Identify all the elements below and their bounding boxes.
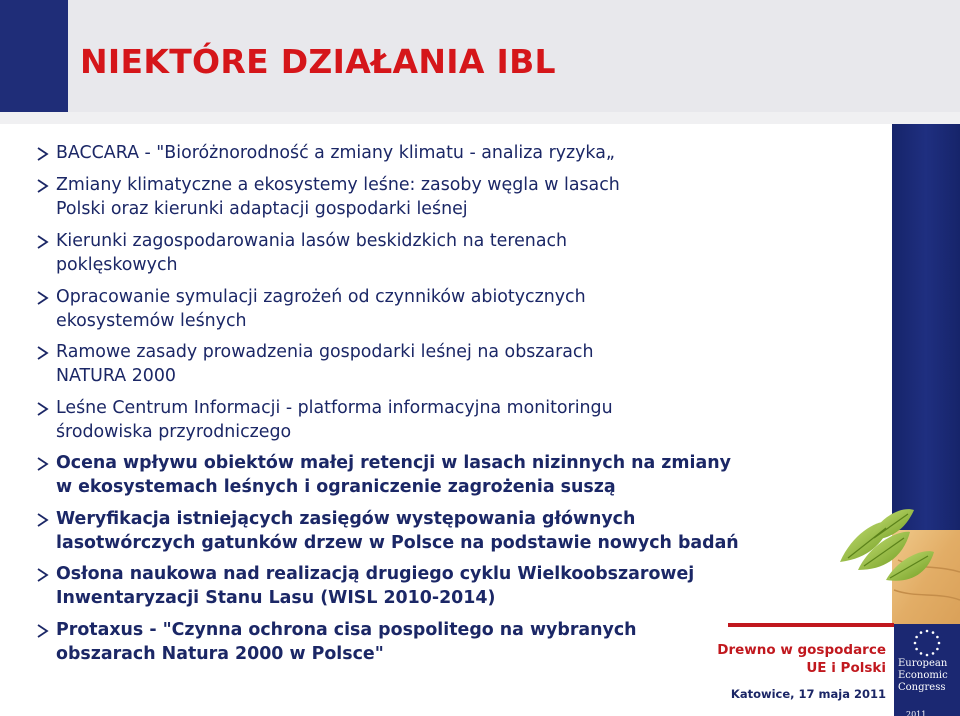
list-item-line: BACCARA - "Bioróżnorodność a zmiany klimatu - analiza ryzyka„ [56, 143, 615, 163]
list-item [56, 507, 739, 555]
list-item-line: w ekosystemach leśnych i ograniczenie zagrożenia suszą [56, 477, 616, 497]
arrow-bullet-icon [36, 457, 50, 471]
list-item [56, 340, 593, 388]
list-item-line: środowiska przyrodniczego [56, 422, 292, 442]
congress-logo [894, 624, 960, 716]
list-item [56, 141, 615, 165]
banner-title-line1: Drewno w gospodarce [717, 642, 886, 658]
banner-date: Katowice, 17 maja 2011 [730, 687, 886, 701]
logo-year: 2011 [906, 710, 927, 716]
list-item-line: Inwentaryzacji Stanu Lasu (WISL 2010-2014) [56, 588, 496, 608]
arrow-bullet-icon [36, 513, 50, 527]
list-item-line: Leśne Centrum Informacji - platforma informacyjna monitoringu [56, 398, 613, 418]
list-item-line: NATURA 2000 [56, 366, 176, 386]
list-item-line: Ocena wpływu obiektów małej retencji w lasach nizinnych na zmiany [56, 453, 731, 473]
list-item-line: lasotwórczych gatunków drzew w Polsce na podstawie nowych badań [56, 533, 739, 553]
list-item-line: ekosystemów leśnych [56, 311, 247, 331]
event-banner [717, 623, 894, 716]
list-item-line: poklęskowych [56, 255, 178, 275]
slide-title: NIEKTÓRE DZIAŁANIA IBL [80, 42, 556, 81]
list-item-line: Opracowanie symulacji zagrożeń od czynników abiotycznych [56, 287, 586, 307]
list-item-line: Weryfikacja istniejących zasięgów występowania głównych [56, 509, 636, 529]
list-item [56, 618, 637, 666]
banner-accent-line [728, 623, 894, 627]
logo-line: Economic [898, 670, 948, 681]
list-item-line: Kierunki zagospodarowania lasów beskidzkich na terenach [56, 231, 568, 251]
star-circle-icon [912, 628, 942, 658]
list-item [56, 562, 694, 610]
banner-title-line2: UE i Polski [806, 660, 886, 676]
list-item [56, 285, 586, 333]
list-item-line: Ramowe zasady prowadzenia gospodarki leśnej na obszarach [56, 342, 594, 362]
list-item [56, 229, 567, 277]
list-item-line: obszarach Natura 2000 w Polsce" [56, 644, 384, 664]
logo-wordmark [898, 658, 948, 694]
arrow-bullet-icon [36, 402, 50, 416]
arrow-bullet-icon [36, 624, 50, 638]
list-item [56, 451, 731, 499]
logo-line: European [898, 658, 948, 669]
list-item-line: Zmiany klimatyczne a ekosystemy leśne: zasoby węgla w lasach [56, 175, 620, 195]
list-item-line: Protaxus - "Czynna ochrona cisa pospolitego na wybranych [56, 620, 637, 640]
arrow-bullet-icon [36, 291, 50, 305]
arrow-bullet-icon [36, 568, 50, 582]
list-item [56, 396, 613, 444]
arrow-bullet-icon [36, 346, 50, 360]
logo-line: Congress [898, 682, 946, 693]
arrow-bullet-icon [36, 179, 50, 193]
list-item-line: Polski oraz kierunki adaptacji gospodarki leśnej [56, 199, 468, 219]
list-item [56, 173, 620, 221]
arrow-bullet-icon [36, 147, 50, 161]
list-item-line: Osłona naukowa nad realizacją drugiego cyklu Wielkoobszarowej [56, 564, 695, 584]
arrow-bullet-icon [36, 235, 50, 249]
